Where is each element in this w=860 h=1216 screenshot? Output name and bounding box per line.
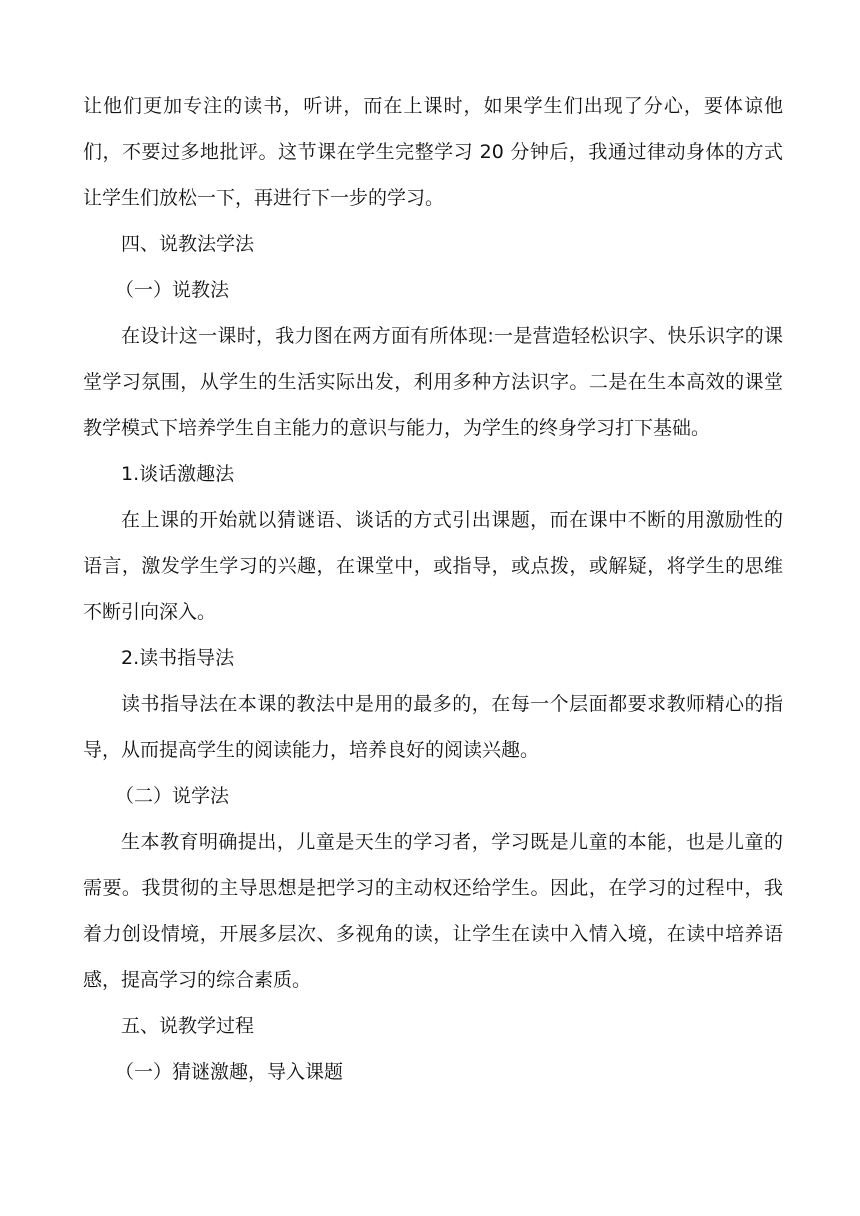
subsection-heading-riddle-intro: （一）猜谜激趣，导入课题 <box>115 1061 344 1083</box>
paragraph-teaching-design: 在设计这一课时，我力图在两方面有所体现:一是营造轻松识字、快乐识字的课堂学习氛围，从学生的生活实际出发，利用多种方法识字。二是在生本高效的课堂教学模式下培养学生自主能力的意识与能力，为学生的终身学习打下基础。 <box>83 325 783 439</box>
section-heading-teaching-methods: 四、说教法学法 <box>121 233 255 255</box>
subsection-heading-teaching-method: （一）说教法 <box>115 279 230 301</box>
document-body <box>83 83 783 1095</box>
method-heading-reading-guidance: 2.读书指导法 <box>121 647 235 669</box>
method-heading-conversation: 1.谈话激趣法 <box>121 463 235 485</box>
paragraph-reading-guidance: 读书指导法在本课的教法中是用的最多的，在每一个层面都要求教师精心的指导，从而提高学生的阅读能力，培养良好的阅读兴趣。 <box>83 693 783 761</box>
subsection-heading-learning-method: （二）说学法 <box>115 785 230 807</box>
paragraph-conversation-method: 在上课的开始就以猜谜语、谈话的方式引出课题，而在课中不断的用激励性的语言，激发学生学习的兴趣，在课堂中，或指导，或点拨，或解疑，将学生的思维不断引向深入。 <box>83 509 783 623</box>
section-heading-teaching-process: 五、说教学过程 <box>121 1015 255 1037</box>
paragraph-learning-method: 生本教育明确提出，儿童是天生的学习者，学习既是儿童的本能，也是儿童的需要。我贯彻的主导思想是把学习的主动权还给学生。因此，在学习的过程中，我着力创设情境，开展多层次、多视角的读，让学生在读中入情入境，在读中培养语感，提高学习的综合素质。 <box>83 831 783 991</box>
paragraph-continuation: 让他们更加专注的读书，听讲，而在上课时，如果学生们出现了分心，要体谅他们，不要过多地批评。这节课在学生完整学习 20 分钟后，我通过律动身体的方式让学生们放松一下，再进行下一步的学习。 <box>83 95 783 209</box>
